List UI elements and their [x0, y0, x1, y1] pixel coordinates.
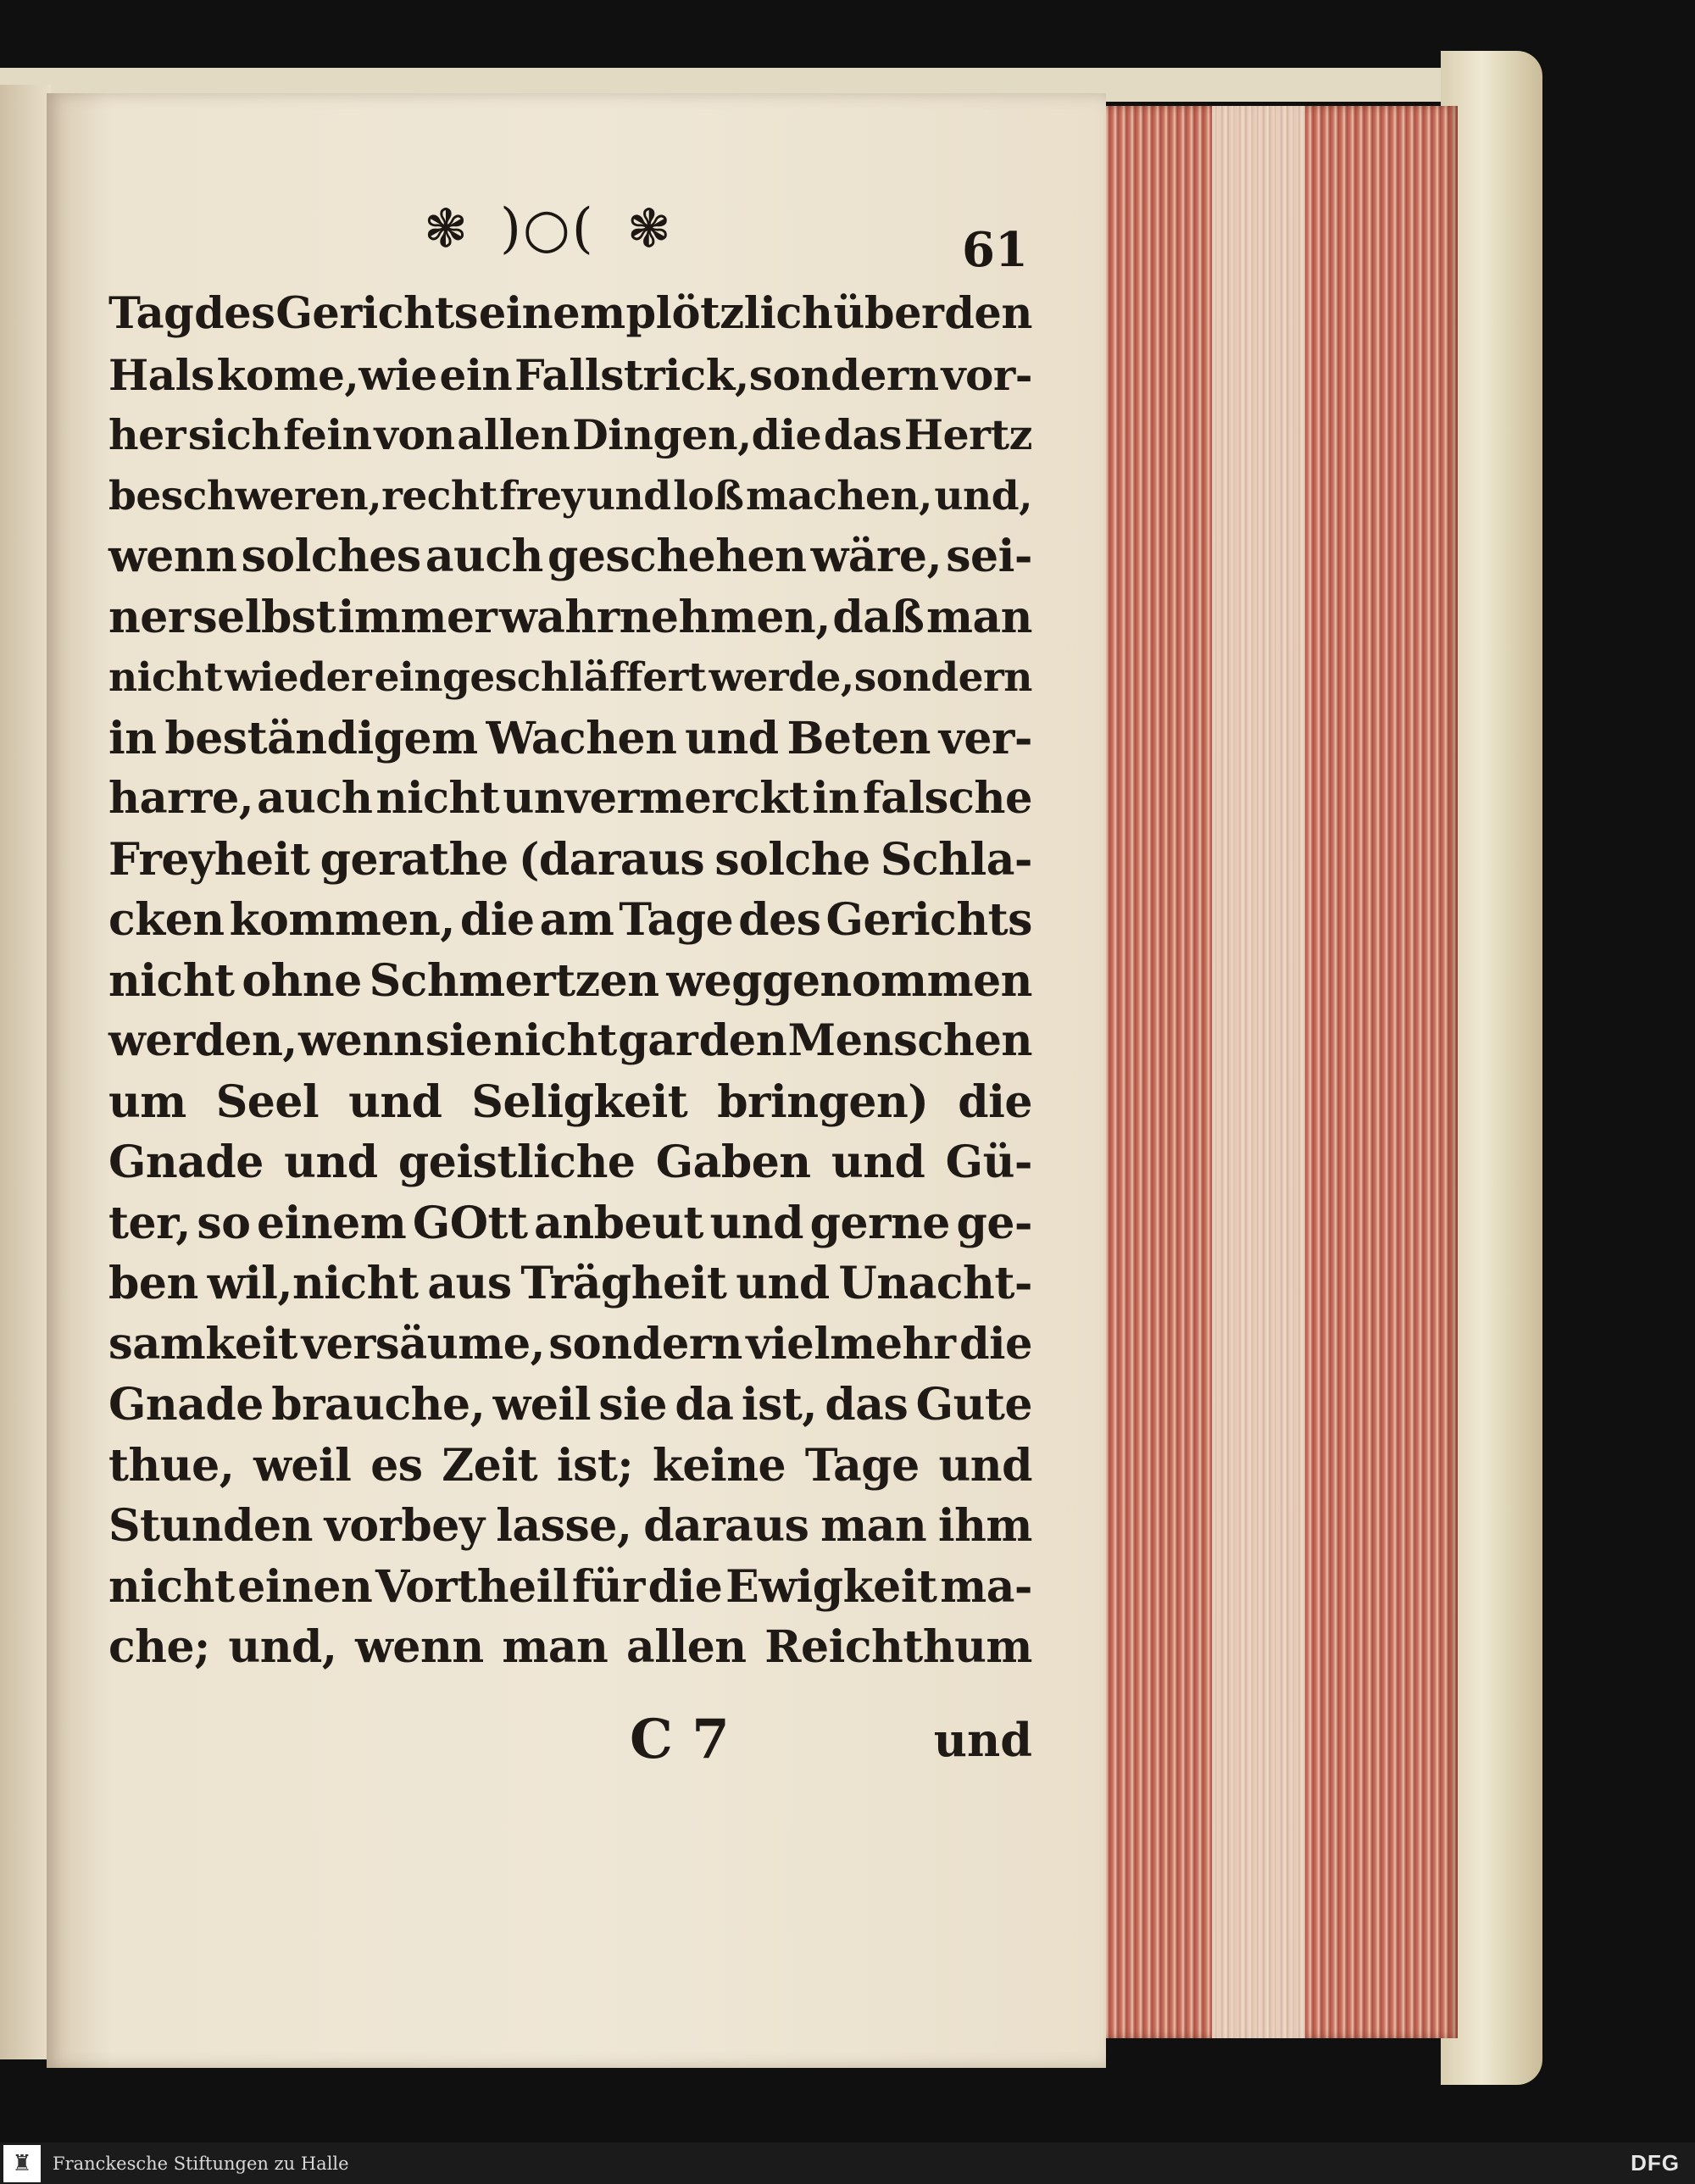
text-word: Wachen: [486, 712, 677, 764]
text-word: Schla-: [880, 833, 1032, 886]
text-word: das: [823, 410, 902, 459]
page-edges: [1093, 106, 1458, 2038]
text-word: auch: [425, 531, 543, 582]
text-word: Unacht-: [838, 1258, 1032, 1309]
text-word: daß: [832, 591, 925, 643]
text-line: [108, 709, 1032, 770]
text-line: [108, 951, 1032, 1012]
text-word: und: [709, 1197, 804, 1249]
text-word: anbeut: [534, 1197, 703, 1249]
text-word: am: [539, 894, 614, 946]
text-word: Gute: [915, 1379, 1032, 1431]
text-line: [108, 587, 1032, 648]
page-footer: [108, 1708, 1032, 1776]
ornament-right-icon: ❃: [626, 197, 671, 259]
text-word: (daraus: [518, 833, 705, 886]
text-word: man: [820, 1500, 927, 1552]
text-word: vorbey: [324, 1500, 485, 1552]
text-word: um: [108, 1075, 186, 1128]
text-word: ein: [439, 349, 513, 400]
text-word: Gnade: [108, 1379, 264, 1431]
text-word: und: [831, 1136, 925, 1188]
text-word: und: [685, 712, 779, 764]
text-word: gerathe: [320, 833, 508, 886]
text-line: [108, 830, 1032, 891]
text-line: [108, 647, 1032, 709]
text-word: nicht: [108, 954, 235, 1007]
text-word: sie: [425, 1015, 492, 1066]
text-word: ver-: [938, 712, 1032, 764]
text-word: des: [738, 894, 821, 946]
ornament-left-icon: ❃: [424, 197, 468, 259]
text-word: Freyheit: [108, 833, 310, 886]
text-word: bringen): [717, 1075, 929, 1128]
text-word: machen,: [745, 472, 932, 520]
text-word: Gerichts: [825, 894, 1032, 946]
text-line: [108, 1375, 1032, 1436]
text-line: [108, 345, 1032, 406]
catchword: und: [933, 1713, 1032, 1767]
text-line: [108, 1496, 1032, 1557]
text-word: falsche: [862, 773, 1032, 824]
text-word: beständigem: [164, 712, 478, 764]
text-word: plötzlich: [625, 288, 833, 339]
signature-mark: C 7: [630, 1708, 730, 1771]
text-word: gerne: [809, 1197, 950, 1249]
text-line: [108, 405, 1032, 466]
text-word: Hals: [108, 349, 214, 400]
text-word: frey: [499, 472, 585, 520]
text-word: Dingen,die: [572, 410, 822, 459]
text-word: Reichthum: [764, 1621, 1032, 1673]
text-word: Schmertzen: [369, 954, 659, 1007]
text-word: versäume,: [301, 1318, 545, 1370]
text-word: nicht: [493, 1015, 617, 1066]
text-word: harre,: [108, 773, 254, 824]
text-word: die: [647, 1560, 723, 1613]
text-word: ner: [108, 591, 191, 643]
text-word: gar: [618, 1015, 698, 1066]
text-word: über: [833, 288, 944, 339]
text-word: wieder: [225, 654, 372, 701]
text-word: brauche,: [271, 1379, 486, 1431]
text-word: che;: [108, 1621, 210, 1673]
text-word: wenn: [108, 531, 237, 582]
text-word: weggenommen: [666, 954, 1032, 1007]
text-line: [108, 1132, 1032, 1193]
text-word: cken: [108, 894, 225, 946]
text-word: sich: [187, 410, 281, 459]
text-word: geschehen: [547, 531, 807, 582]
text-word: die: [959, 1318, 1032, 1370]
text-word: unvermerckt: [503, 773, 809, 824]
text-word: Ewigkeit: [725, 1560, 937, 1613]
text-word: beschweren,recht: [108, 472, 497, 520]
page-header: [424, 191, 1051, 267]
text-word: loß: [673, 472, 744, 520]
text-word: und: [938, 1439, 1032, 1492]
text-word: wil,nicht: [207, 1258, 419, 1309]
text-line: [108, 1436, 1032, 1497]
text-word: in: [108, 712, 157, 764]
text-word: weil: [253, 1439, 352, 1492]
text-word: Menschen: [787, 1015, 1032, 1066]
text-word: vor-: [941, 349, 1032, 400]
text-word: sei-: [946, 531, 1032, 582]
text-word: Seel: [215, 1075, 320, 1128]
text-line: [108, 1253, 1032, 1314]
text-word: auch: [257, 773, 373, 824]
text-word: kome,wie: [216, 349, 437, 400]
text-word: sondern: [548, 1318, 742, 1370]
text-word: Gü-: [945, 1136, 1032, 1188]
text-word: werden,: [108, 1015, 297, 1066]
text-line: [108, 1557, 1032, 1618]
text-word: fein: [283, 410, 372, 459]
text-word: die: [459, 894, 535, 946]
text-word: weil: [492, 1379, 591, 1431]
text-word: Tag: [108, 288, 194, 339]
dfg-logo: DFG: [1631, 2150, 1680, 2176]
foundation-logo-icon: ♜: [3, 2145, 41, 2182]
institution-name: Franckesche Stiftungen zu Halle: [53, 2153, 349, 2174]
text-word: ge-: [956, 1197, 1032, 1249]
text-word: und,: [228, 1621, 337, 1673]
text-word: Beten: [786, 712, 931, 764]
text-word: sie: [598, 1379, 667, 1431]
text-word: da: [675, 1379, 734, 1431]
text-word: ihm: [937, 1500, 1032, 1552]
text-word: Vortheil: [375, 1560, 570, 1613]
text-line: [108, 466, 1032, 527]
text-word: allen: [626, 1621, 747, 1673]
text-word: Tage: [619, 894, 734, 946]
text-line: [108, 1011, 1032, 1072]
text-word: ter,: [108, 1197, 191, 1249]
text-word: Seligkeit: [471, 1075, 688, 1128]
text-line: [108, 1314, 1032, 1375]
text-word: von: [374, 410, 455, 459]
text-word: eingeschläffert: [374, 654, 707, 701]
text-line: [108, 1617, 1032, 1678]
text-line: [108, 769, 1032, 830]
text-word: ohne: [242, 954, 362, 1007]
text-word: Tage: [804, 1439, 920, 1492]
text-line: [108, 284, 1032, 345]
text-word: aus: [427, 1258, 512, 1309]
text-word: man: [925, 591, 1032, 643]
text-word: daraus: [643, 1500, 809, 1552]
text-word: Fallstrick,sondern: [514, 349, 939, 400]
text-word: GOtt: [412, 1197, 528, 1249]
verso-page-edge: [0, 85, 51, 2059]
text-word: geistliche: [397, 1136, 636, 1188]
text-word: selbst: [192, 591, 336, 643]
viewer-footer-bar: [0, 2142, 1695, 2184]
text-word: einen: [237, 1560, 373, 1613]
text-word: vielmehr: [746, 1318, 956, 1370]
body-text: [108, 284, 1032, 1678]
text-word: nicht: [108, 654, 223, 701]
text-word: so: [197, 1197, 251, 1249]
text-word: es: [370, 1439, 423, 1492]
text-word: immer: [337, 591, 497, 643]
text-word: und,: [934, 472, 1032, 520]
text-word: einem: [478, 288, 625, 339]
text-word: nicht: [108, 1560, 235, 1613]
text-word: Hertz: [903, 410, 1032, 459]
text-word: allen: [457, 410, 570, 459]
text-word: wahrnehmen,: [498, 591, 831, 643]
text-word: solches: [241, 531, 421, 582]
text-word: kommen,: [229, 894, 455, 946]
running-head: )○(: [499, 197, 595, 260]
text-word: wenn: [298, 1015, 425, 1066]
text-word: samkeit: [108, 1318, 297, 1370]
page-number: 61: [962, 222, 1028, 278]
text-word: her: [108, 410, 186, 459]
text-line: [108, 1072, 1032, 1133]
text-word: wenn: [355, 1621, 484, 1673]
text-word: in: [812, 773, 859, 824]
text-word: lasse,: [496, 1500, 632, 1552]
text-word: ist;: [556, 1439, 634, 1492]
text-word: keine: [652, 1439, 786, 1492]
text-word: und: [284, 1136, 378, 1188]
text-word: des: [194, 288, 275, 339]
text-word: man: [502, 1621, 609, 1673]
text-word: den: [944, 288, 1032, 339]
text-word: und: [586, 472, 671, 520]
text-line: [108, 1193, 1032, 1254]
text-word: ist,: [741, 1379, 818, 1431]
text-word: den: [698, 1015, 787, 1066]
text-word: und: [736, 1258, 830, 1309]
text-word: die: [958, 1075, 1032, 1128]
text-word: und: [348, 1075, 442, 1128]
text-word: werde,sondern: [709, 654, 1032, 701]
text-word: Zeit: [442, 1439, 538, 1492]
text-line: [108, 890, 1032, 951]
text-word: Gaben: [655, 1136, 811, 1188]
text-word: thue,: [108, 1439, 235, 1492]
text-word: ma-: [940, 1560, 1032, 1613]
text-word: einem: [256, 1197, 407, 1249]
text-word: für: [571, 1560, 645, 1613]
text-word: Trägheit: [520, 1258, 727, 1309]
text-word: ben: [108, 1258, 198, 1309]
text-word: Stunden: [108, 1500, 313, 1552]
text-word: das: [825, 1379, 909, 1431]
text-line: [108, 526, 1032, 587]
text-word: Gerichts: [275, 288, 478, 339]
text-word: solche: [714, 833, 870, 886]
text-word: Gnade: [108, 1136, 264, 1188]
text-word: nicht: [375, 773, 500, 824]
text-word: wäre,: [810, 531, 942, 582]
